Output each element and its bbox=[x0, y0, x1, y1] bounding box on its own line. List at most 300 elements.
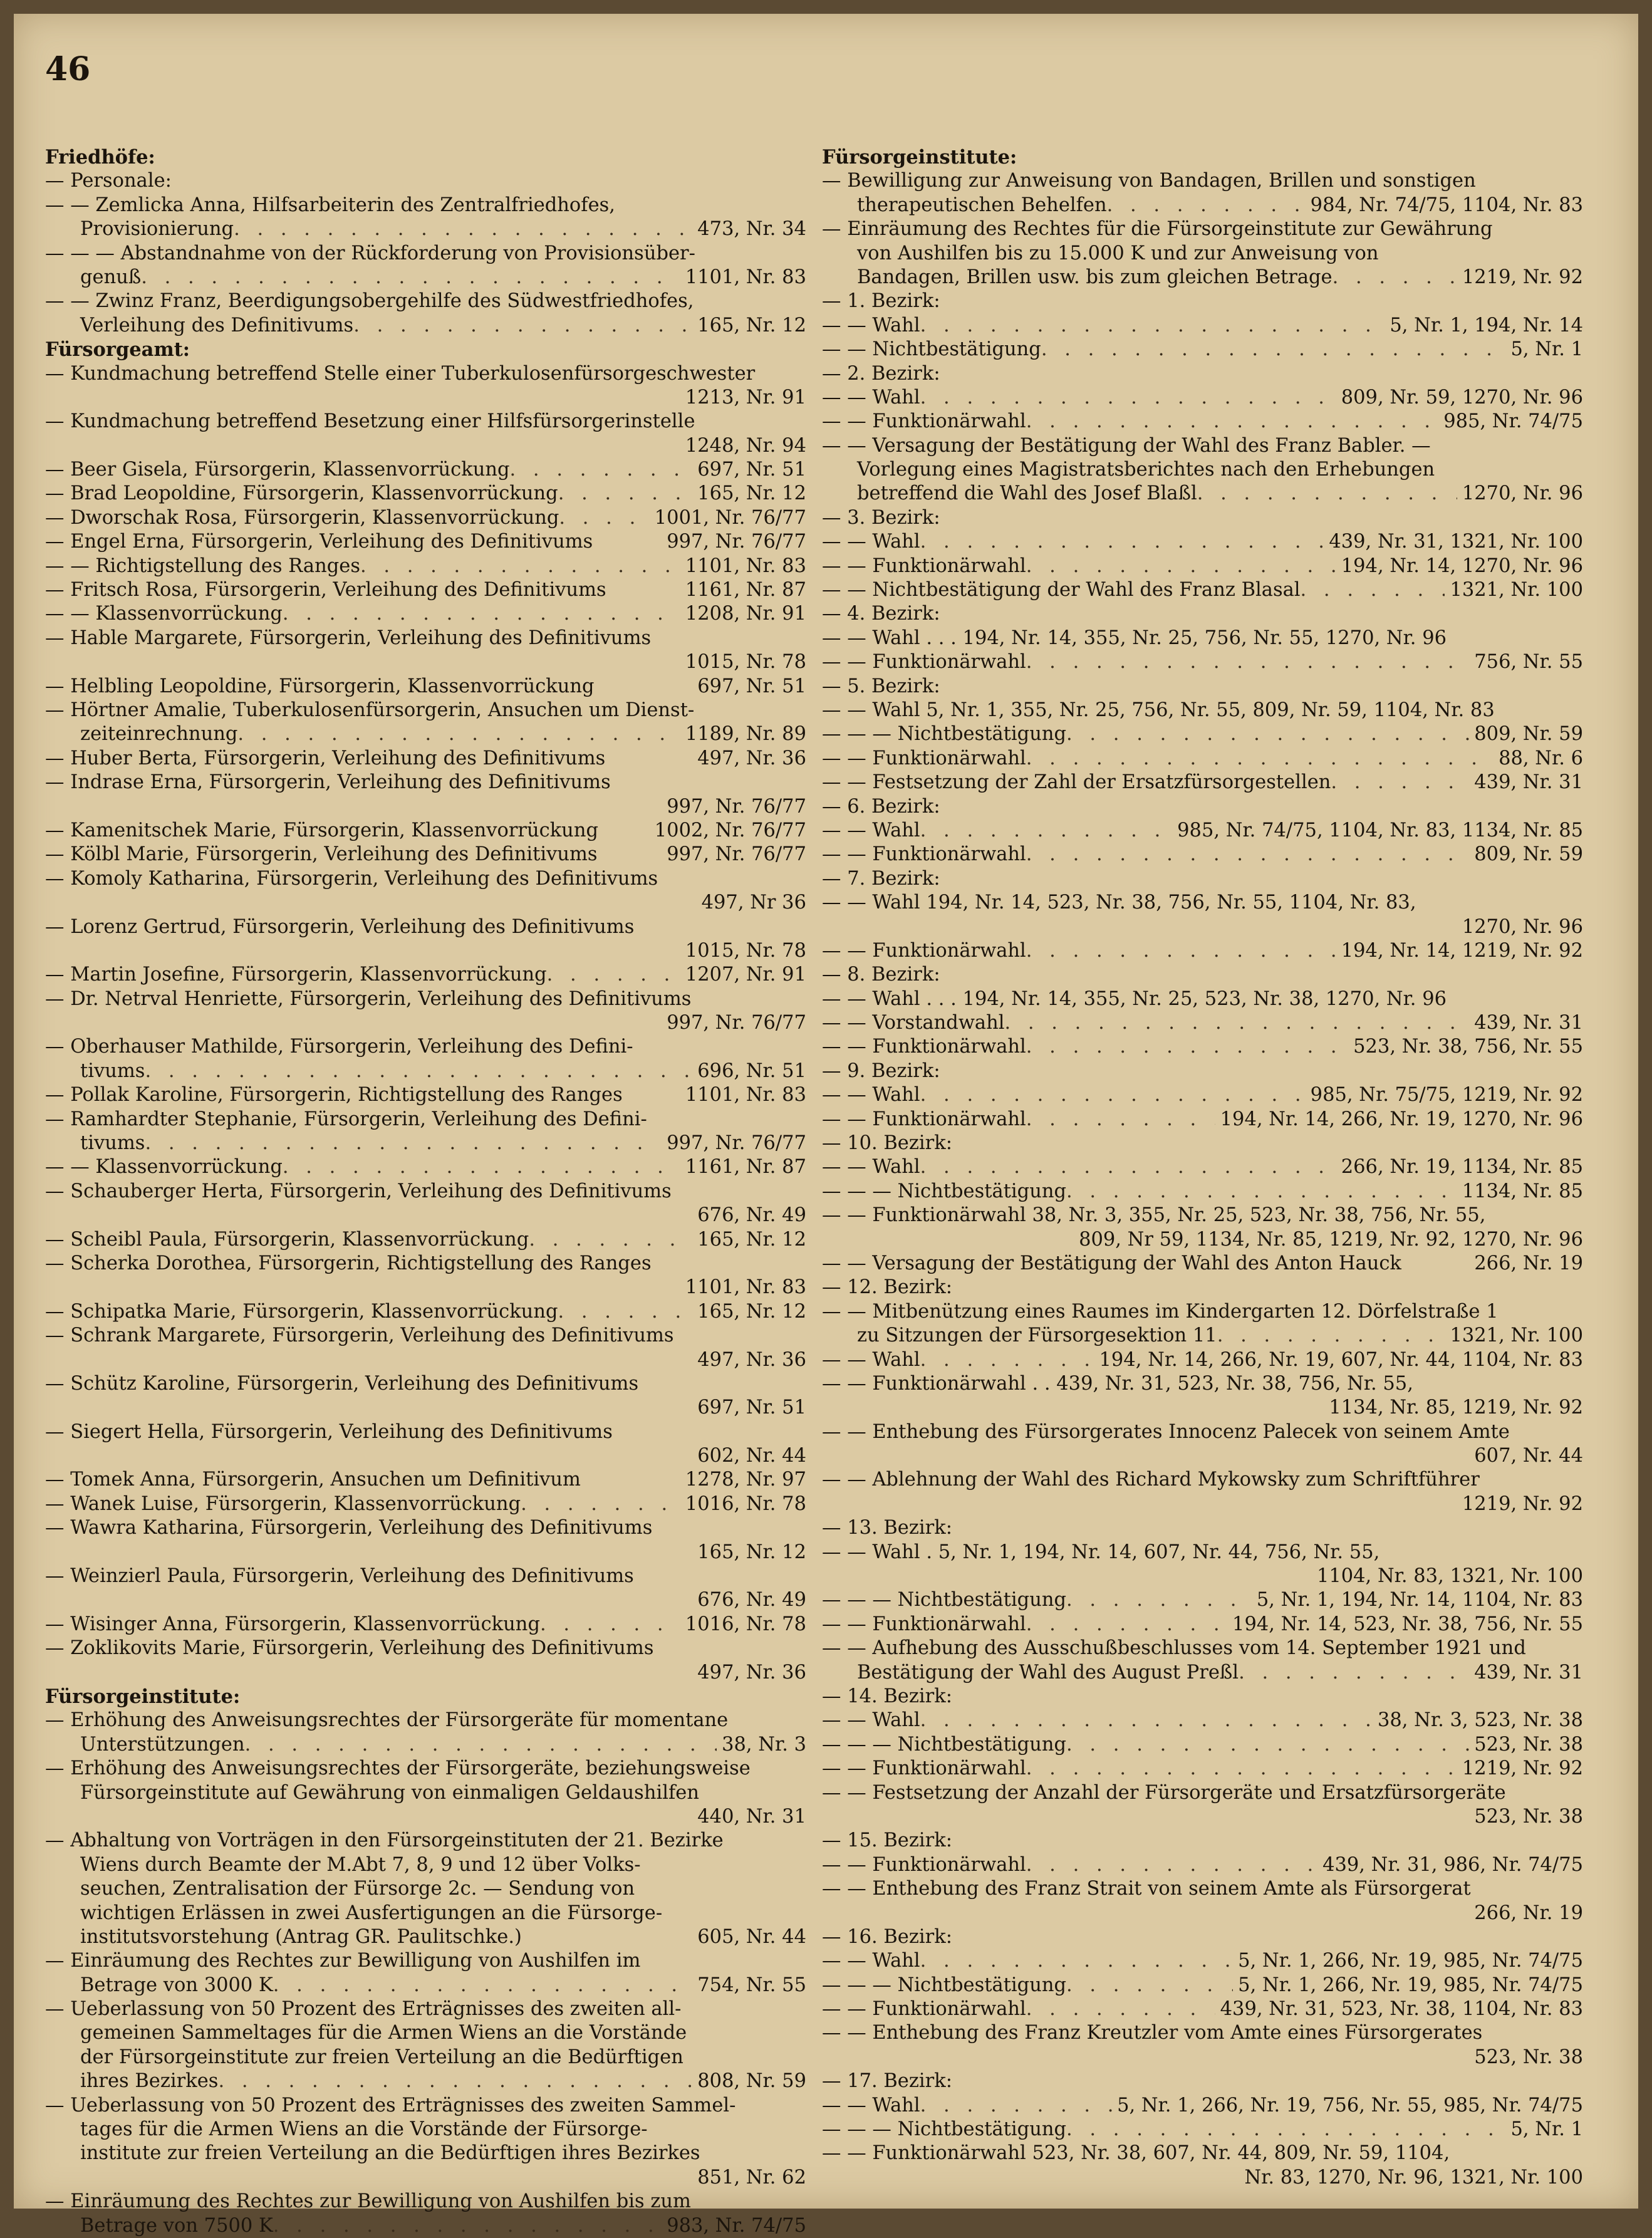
index-entry-line bbox=[45, 2190, 806, 2214]
page-reference: 1321, Nr. 100 bbox=[1450, 579, 1583, 601]
index-entry-line bbox=[822, 747, 1583, 771]
index-entry-line bbox=[45, 1781, 806, 1805]
index-entry-line bbox=[45, 289, 806, 313]
entry-text: institutsvorstehung (Antrag GR. Paulitschke.) bbox=[80, 1925, 522, 1948]
index-entry-line bbox=[45, 1228, 806, 1252]
dot-leader bbox=[1239, 1661, 1469, 1685]
index-entry-line bbox=[822, 795, 1583, 819]
entry-text: — Tomek Anna, Fürsorgerin, Ansuchen um Definitivum bbox=[45, 1469, 581, 1491]
index-entry-line bbox=[822, 458, 1583, 482]
index-entry-line bbox=[822, 1155, 1583, 1179]
dot-leader bbox=[558, 1300, 693, 1324]
entry-text: — 10. Bezirk: bbox=[822, 1132, 953, 1155]
index-entry-line bbox=[45, 819, 806, 843]
page-reference: 997, Nr. 76/77 bbox=[667, 795, 806, 818]
section-heading bbox=[45, 338, 806, 362]
page-reference: 439, Nr. 31 bbox=[1474, 1661, 1583, 1684]
dot-leader bbox=[920, 1083, 1306, 1107]
index-entry-line bbox=[45, 482, 806, 506]
entry-text: tivums bbox=[80, 1059, 145, 1082]
entry-text: — Engel Erna, Fürsorgerin, Verleihung des Definitivums bbox=[45, 531, 593, 553]
index-entry-line bbox=[822, 650, 1583, 674]
index-entry-line bbox=[822, 410, 1583, 434]
index-entry-line bbox=[45, 362, 806, 386]
index-entry-line bbox=[45, 2214, 806, 2238]
entry-text: — Dr. Netrval Henriette, Fürsorgerin, Verleihung des Definitivums bbox=[45, 987, 692, 1010]
entry-text: gemeinen Sammeltages für die Armen Wiens an die Vorstände bbox=[80, 2022, 687, 2044]
index-entry-line bbox=[45, 1902, 806, 1925]
index-entry-line bbox=[822, 314, 1583, 338]
entry-text: — — Wahl bbox=[822, 1156, 920, 1179]
entry-text: — — Mitbenützung eines Raumes im Kindergarten 12. Dörfelstraße 1 bbox=[822, 1300, 1499, 1323]
dot-leader bbox=[920, 314, 1385, 338]
page-reference: 440, Nr. 31 bbox=[697, 1805, 806, 1828]
page-reference: 165, Nr. 12 bbox=[697, 482, 806, 505]
entry-text: — — Wahl bbox=[822, 531, 920, 553]
dot-leader bbox=[360, 554, 680, 578]
dot-leader bbox=[283, 1155, 680, 1179]
index-entry-line bbox=[822, 1661, 1583, 1685]
index-entry-line bbox=[45, 1805, 806, 1829]
page-reference: 1161, Nr. 87 bbox=[685, 579, 806, 601]
entry-text: — — Funktionärwahl bbox=[822, 1108, 1026, 1130]
index-entry-line bbox=[822, 1444, 1583, 1468]
index-entry-line bbox=[822, 963, 1583, 987]
entry-text: — — Richtigstellung des Ranges bbox=[45, 554, 360, 577]
index-entry-line bbox=[45, 1709, 806, 1732]
entry-text: Bestätigung der Wahl des August Preßl bbox=[857, 1661, 1239, 1684]
entry-text: — — Wahl bbox=[822, 1084, 920, 1106]
page-reference: 851, Nr. 62 bbox=[697, 2166, 806, 2189]
entry-text: — — Funktionärwahl bbox=[822, 554, 1026, 577]
dot-leader bbox=[273, 1974, 692, 1997]
entry-text: — Erhöhung des Anweisungsrechtes der Fürsorgeräte, beziehungsweise bbox=[45, 1757, 751, 1780]
index-entry-line bbox=[822, 1372, 1583, 1396]
entry-text: — — — Nichtbestätigung bbox=[822, 723, 1067, 746]
dot-leader bbox=[234, 217, 692, 241]
entry-text: — — Funktionärwahl bbox=[822, 1757, 1026, 1780]
entry-text: — — Funktionärwahl 38, Nr. 3, 355, Nr. 25, 523, Nr. 38, 756, Nr. 55, bbox=[822, 1204, 1486, 1227]
entry-text: — — Wahl . . . 194, Nr. 14, 355, Nr. 25, 756, Nr. 55, 1270, Nr. 96 bbox=[822, 627, 1447, 649]
entry-text: Wiens durch Beamte der M.Abt 7, 8, 9 und 12 über Volks- bbox=[80, 1853, 641, 1876]
page-reference: 605, Nr. 44 bbox=[697, 1925, 806, 1948]
entry-text: — — Funktionärwahl bbox=[822, 747, 1026, 769]
page-reference: 1219, Nr. 92 bbox=[1462, 1757, 1583, 1780]
entry-text: Betrage von 7500 K bbox=[80, 2214, 273, 2237]
index-entry-line bbox=[45, 675, 806, 699]
dot-leader bbox=[920, 2094, 1112, 2118]
entry-text: — Oberhauser Mathilde, Fürsorgerin, Verleihung des Defini- bbox=[45, 1036, 633, 1058]
index-entry-line bbox=[822, 169, 1583, 193]
entry-text: therapeutischen Behelfen bbox=[857, 194, 1107, 216]
page-reference: 523, Nr. 38, 756, Nr. 55 bbox=[1353, 1036, 1583, 1058]
entry-text: — — — Nichtbestätigung bbox=[822, 1733, 1067, 1756]
entry-text: — — Funktionärwahl bbox=[822, 843, 1026, 866]
dot-leader bbox=[1041, 338, 1506, 362]
index-entry-line bbox=[822, 939, 1583, 963]
page-reference: 607, Nr. 44 bbox=[1474, 1445, 1583, 1467]
index-entry-line bbox=[45, 169, 806, 193]
page-reference: 997, Nr. 76/77 bbox=[667, 531, 806, 553]
index-entry-line bbox=[45, 1733, 806, 1757]
entry-text: — — — Abstandnahme von der Rückforderung von Provisionsüber- bbox=[45, 242, 695, 264]
index-entry-line bbox=[822, 1541, 1583, 1564]
page-reference: 809, Nr. 59 bbox=[1474, 843, 1583, 866]
index-entry-line bbox=[45, 1564, 806, 1588]
index-entry-line bbox=[45, 1372, 806, 1396]
dot-leader bbox=[1066, 1588, 1252, 1612]
page-reference: 1104, Nr. 83, 1321, Nr. 100 bbox=[1316, 1565, 1583, 1588]
index-entry-line bbox=[45, 1974, 806, 1997]
index-entry-line bbox=[822, 2021, 1583, 2045]
index-entry-line bbox=[45, 1348, 806, 1372]
index-entry-line bbox=[822, 1516, 1583, 1540]
index-entry-line bbox=[45, 1516, 806, 1540]
index-entry-line bbox=[45, 1011, 806, 1035]
entry-text: — 15. Bezirk: bbox=[822, 1829, 953, 1852]
page-number: 46 bbox=[45, 50, 91, 88]
entry-text: Verleihung des Definitivums bbox=[80, 314, 354, 336]
dot-leader bbox=[237, 722, 680, 746]
entry-text: — 1. Bezirk: bbox=[822, 290, 940, 313]
dot-leader bbox=[920, 819, 1172, 843]
dot-leader bbox=[1333, 266, 1457, 289]
page-reference: 1278, Nr. 97 bbox=[685, 1469, 806, 1491]
dot-leader bbox=[521, 1492, 680, 1516]
entry-text: — Ueberlassung von 50 Prozent des Erträgnisses des zweiten Sammel- bbox=[45, 2094, 736, 2116]
page-reference: 439, Nr. 31, 1321, Nr. 100 bbox=[1329, 531, 1583, 553]
dot-leader bbox=[145, 1132, 662, 1155]
index-entry-line bbox=[45, 2069, 806, 2093]
index-entry-line bbox=[822, 602, 1583, 626]
index-entry-line bbox=[45, 1180, 806, 1204]
page-reference: 985, Nr. 75/75, 1219, Nr. 92 bbox=[1310, 1084, 1583, 1106]
entry-text: — 2. Bezirk: bbox=[822, 362, 940, 385]
index-entry-line bbox=[822, 1997, 1583, 2021]
entry-text: — Siegert Hella, Fürsorgerin, Verleihung des Definitivums bbox=[45, 1420, 613, 1443]
entry-text: — 13. Bezirk: bbox=[822, 1517, 953, 1539]
index-entry-line bbox=[822, 1685, 1583, 1709]
index-entry-line bbox=[822, 1588, 1583, 1612]
page-reference: 439, Nr. 31, 986, Nr. 74/75 bbox=[1322, 1853, 1583, 1876]
index-entry-line bbox=[45, 458, 806, 482]
index-entry-line bbox=[45, 1637, 806, 1660]
index-entry-line bbox=[45, 1252, 806, 1276]
entry-text: — 3. Bezirk: bbox=[822, 506, 940, 529]
index-entry-line bbox=[45, 1468, 806, 1492]
dot-leader bbox=[1066, 1180, 1457, 1204]
entry-text: tages für die Armen Wiens an die Vorstände der Fürsorge- bbox=[80, 2118, 648, 2141]
entry-text: genuß bbox=[80, 266, 142, 288]
index-entry-line bbox=[45, 2046, 806, 2069]
index-entry-line bbox=[822, 2046, 1583, 2069]
dot-leader bbox=[218, 2069, 692, 2093]
page-reference: 676, Nr. 49 bbox=[697, 1589, 806, 1611]
entry-text: — Helbling Leopoldine, Fürsorgerin, Klassenvorrückung bbox=[45, 675, 595, 697]
entry-text: — Huber Berta, Fürsorgerin, Verleihung des Definitivums bbox=[45, 747, 606, 769]
index-entry-line bbox=[45, 1132, 806, 1155]
page-reference: 266, Nr. 19 bbox=[1474, 1252, 1583, 1274]
index-entry-line bbox=[45, 1757, 806, 1781]
entry-text: — — Nichtbestätigung bbox=[822, 338, 1041, 361]
index-entry-line bbox=[822, 554, 1583, 578]
index-entry-line bbox=[45, 1949, 806, 1973]
entry-text: — Ueberlassung von 50 Prozent des Erträgnisses des zweiten all- bbox=[45, 1998, 682, 2021]
entry-text: — — Funktionärwahl bbox=[822, 1998, 1026, 2021]
index-entry-line bbox=[45, 1204, 806, 1227]
page-reference: 1015, Nr. 78 bbox=[685, 939, 806, 962]
page-reference: 439, Nr. 31 bbox=[1474, 771, 1583, 794]
page-reference: 194, Nr. 14, 266, Nr. 19, 1270, Nr. 96 bbox=[1220, 1108, 1583, 1130]
page-reference: 997, Nr. 76/77 bbox=[667, 1132, 806, 1155]
page-reference: 1134, Nr. 85, 1219, Nr. 92 bbox=[1329, 1397, 1583, 1419]
entry-text: — Hable Margarete, Fürsorgerin, Verleihung des Definitivums bbox=[45, 627, 652, 649]
dot-leader bbox=[1066, 722, 1469, 746]
index-entry-line bbox=[822, 1011, 1583, 1035]
dot-leader bbox=[920, 530, 1324, 554]
dot-leader bbox=[558, 482, 693, 506]
entry-text: — — Zwinz Franz, Beerdigungsobergehilfe des Südwestfriedhofes, bbox=[45, 290, 694, 313]
page-reference: 1101, Nr. 83 bbox=[685, 554, 806, 577]
section-heading bbox=[822, 145, 1583, 169]
dot-leader bbox=[920, 1155, 1336, 1179]
index-entry-line bbox=[822, 2142, 1583, 2165]
index-entry-line bbox=[822, 1781, 1583, 1805]
dot-leader bbox=[1026, 1613, 1227, 1637]
page-reference: 266, Nr. 19, 1134, Nr. 85 bbox=[1341, 1156, 1583, 1179]
entry-text: — — Funktionärwahl bbox=[822, 939, 1026, 962]
dot-leader bbox=[145, 1059, 692, 1083]
index-entry-line bbox=[822, 1348, 1583, 1372]
entry-text: — 6. Bezirk: bbox=[822, 795, 940, 818]
entry-text: — — Funktionärwahl bbox=[822, 1853, 1026, 1876]
entry-text: — — Wahl . 5, Nr. 1, 194, Nr. 14, 607, Nr. 44, 756, Nr. 55, bbox=[822, 1541, 1380, 1563]
index-entry-line bbox=[822, 1108, 1583, 1132]
index-entry-line bbox=[822, 506, 1583, 530]
entry-text: — Pollak Karoline, Fürsorgerin, Richtigstellung des Ranges bbox=[45, 1084, 623, 1106]
entry-text: — — Nichtbestätigung der Wahl des Franz Blasal bbox=[822, 579, 1301, 601]
page-reference: 997, Nr. 76/77 bbox=[667, 843, 806, 866]
page-reference: 165, Nr. 12 bbox=[697, 1228, 806, 1251]
page-reference: 5, Nr. 1 bbox=[1510, 2118, 1583, 2141]
page-reference: 1016, Nr. 78 bbox=[685, 1492, 806, 1515]
index-entry-line bbox=[822, 1180, 1583, 1204]
page-reference: 602, Nr. 44 bbox=[697, 1445, 806, 1467]
index-entry-line bbox=[822, 1733, 1583, 1757]
entry-text: — Schauberger Herta, Fürsorgerin, Verleihung des Definitivums bbox=[45, 1180, 672, 1202]
entry-text: — Brad Leopoldine, Fürsorgerin, Klassenvorrückung bbox=[45, 482, 558, 505]
entry-text: zeiteinrechnung bbox=[80, 723, 238, 746]
entry-text: — Schütz Karoline, Fürsorgerin, Verleihung des Definitivums bbox=[45, 1372, 639, 1395]
index-entry-line bbox=[822, 1228, 1583, 1252]
entry-text: — Scherka Dorothea, Fürsorgerin, Richtigstellung des Ranges bbox=[45, 1252, 652, 1274]
entry-text: — Hörtner Amalie, Tuberkulosenfürsorgerin, Ansuchen um Dienst- bbox=[45, 699, 695, 721]
entry-text: Fürsorgeinstitute: bbox=[45, 1685, 241, 1708]
entry-text: — — Wahl bbox=[822, 2094, 920, 2116]
index-entry-line bbox=[45, 1661, 806, 1685]
entry-text: — — Funktionärwahl . . 439, Nr. 31, 523, Nr. 38, 756, Nr. 55, bbox=[822, 1372, 1413, 1395]
dot-leader bbox=[920, 1348, 1094, 1372]
page-reference: 1219, Nr. 92 bbox=[1462, 1492, 1583, 1515]
index-entry-line bbox=[822, 1276, 1583, 1299]
dot-leader bbox=[1217, 1324, 1445, 1348]
index-entry-line bbox=[45, 1613, 806, 1637]
index-entry-line bbox=[822, 2094, 1583, 2118]
entry-text: — Martin Josefine, Fürsorgerin, Klassenvorrückung bbox=[45, 964, 547, 986]
dot-leader bbox=[1331, 771, 1469, 794]
entry-text: institute zur freien Verteilung an die Bedürftigen ihres Bezirkes bbox=[80, 2142, 700, 2165]
dot-leader bbox=[1026, 1757, 1457, 1781]
page-reference: 5, Nr. 1, 266, Nr. 19, 985, Nr. 74/75 bbox=[1238, 1974, 1583, 1996]
index-entry-line bbox=[822, 987, 1583, 1011]
page-reference: 266, Nr. 19 bbox=[1474, 1902, 1583, 1924]
index-entry-line bbox=[822, 1252, 1583, 1276]
index-entry-line bbox=[45, 1300, 806, 1324]
index-entry-line bbox=[822, 1949, 1583, 1973]
index-entry-line bbox=[45, 915, 806, 939]
page-reference: 523, Nr. 38 bbox=[1474, 2046, 1583, 2068]
index-entry-line bbox=[45, 506, 806, 530]
index-entry-line bbox=[45, 1155, 806, 1179]
page-reference: 497, Nr. 36 bbox=[697, 1348, 806, 1371]
index-entry-line bbox=[822, 722, 1583, 746]
entry-text: — — Klassenvorrückung bbox=[45, 603, 283, 625]
dot-leader bbox=[141, 266, 680, 289]
page-reference: 696, Nr. 51 bbox=[697, 1059, 806, 1082]
index-entry-line bbox=[45, 1444, 806, 1468]
index-entry-line bbox=[822, 819, 1583, 843]
index-entry-line bbox=[45, 530, 806, 554]
entry-text: — Kundmachung betreffend Stelle einer Tuberkulosenfürsorgeschwester bbox=[45, 362, 756, 385]
index-entry-line bbox=[45, 314, 806, 338]
page-reference: 439, Nr. 31 bbox=[1474, 1012, 1583, 1034]
entry-text: — — Funktionärwahl bbox=[822, 651, 1026, 674]
index-entry-line bbox=[45, 1276, 806, 1299]
index-entry-line bbox=[45, 939, 806, 963]
page-reference: 165, Nr. 12 bbox=[697, 1300, 806, 1323]
index-entry-line bbox=[45, 699, 806, 722]
entry-text: — — Funktionärwahl bbox=[822, 1036, 1026, 1058]
entry-text: — Bewilligung zur Anweisung von Bandagen, Brillen und sonstigen bbox=[822, 170, 1476, 192]
entry-text: — Schipatka Marie, Fürsorgerin, Klassenvorrückung bbox=[45, 1300, 558, 1323]
index-entry-line bbox=[822, 1204, 1583, 1227]
page-reference: 1208, Nr. 91 bbox=[685, 603, 806, 625]
index-entry-line bbox=[822, 1059, 1583, 1083]
dot-leader bbox=[920, 1949, 1234, 1973]
page-reference: 1101, Nr. 83 bbox=[685, 1276, 806, 1299]
index-entry-line bbox=[45, 987, 806, 1011]
entry-text: — — Festsetzung der Anzahl der Fürsorgeräte und Ersatzfürsorgeräte bbox=[822, 1781, 1506, 1804]
page-reference: 754, Nr. 55 bbox=[697, 1974, 806, 1996]
index-entry-line bbox=[822, 867, 1583, 891]
entry-text: — — Wahl bbox=[822, 314, 920, 336]
page-reference: 1207, Nr. 91 bbox=[685, 964, 806, 986]
page-reference: 497, Nr 36 bbox=[701, 892, 806, 914]
dot-leader bbox=[1005, 1011, 1470, 1035]
entry-text: — — Wahl bbox=[822, 1348, 920, 1371]
page-reference: 809, Nr. 59, 1270, Nr. 96 bbox=[1341, 386, 1583, 409]
index-entry-line bbox=[822, 1805, 1583, 1829]
entry-text: zu Sitzungen der Fürsorgesektion 11 bbox=[857, 1325, 1217, 1347]
index-entry-line bbox=[45, 1324, 806, 1348]
entry-text: Provisionierung bbox=[80, 218, 234, 241]
entry-text: Vorlegung eines Magistratsberichtes nach den Erhebungen bbox=[857, 459, 1435, 481]
page-reference: 809, Nr. 59 bbox=[1474, 723, 1583, 746]
entry-text: — — Wahl bbox=[822, 1950, 920, 1972]
dot-leader bbox=[540, 1613, 680, 1637]
page-reference: 697, Nr. 51 bbox=[697, 459, 806, 481]
index-entry-line bbox=[822, 1902, 1583, 1925]
page-reference: 88, Nr. 6 bbox=[1499, 747, 1583, 769]
index-entry-line bbox=[45, 2021, 806, 2045]
dot-leader bbox=[1026, 939, 1336, 963]
index-entry-line bbox=[45, 386, 806, 410]
index-entry-line bbox=[45, 1059, 806, 1083]
entry-text: — Einräumung des Rechtes für die Fürsorgeinstitute zur Gewährung bbox=[822, 218, 1493, 241]
page-reference: 756, Nr. 55 bbox=[1474, 651, 1583, 674]
page-reference: 1270, Nr. 96 bbox=[1462, 915, 1583, 938]
entry-text: — — Ablehnung der Wahl des Richard Mykowsky zum Schriftführer bbox=[822, 1469, 1480, 1491]
dot-leader bbox=[1026, 1035, 1348, 1059]
entry-text: Friedhöfe: bbox=[45, 146, 155, 169]
entry-text: Bandagen, Brillen usw. bis zum gleichen Betrage bbox=[857, 266, 1333, 288]
index-entry-line bbox=[822, 2166, 1583, 2190]
entry-text: — — Vorstandwahl bbox=[822, 1012, 1005, 1034]
page-reference: 1016, Nr. 78 bbox=[685, 1613, 806, 1635]
index-entry-line bbox=[45, 843, 806, 867]
index-entry-line bbox=[45, 1853, 806, 1877]
index-entry-line bbox=[822, 915, 1583, 939]
entry-text: — 9. Bezirk: bbox=[822, 1059, 940, 1082]
index-entry-line bbox=[822, 1613, 1583, 1637]
index-entry-line bbox=[822, 2069, 1583, 2093]
entry-text: Fürsorgeinstitute auf Gewährung von einmaligen Geldaushilfen bbox=[80, 1781, 699, 1804]
index-entry-line bbox=[45, 194, 806, 217]
page-reference: 697, Nr. 51 bbox=[697, 1397, 806, 1419]
entry-text: — — Wahl 5, Nr. 1, 355, Nr. 25, 756, Nr. 55, 809, Nr. 59, 1104, Nr. 83 bbox=[822, 699, 1495, 721]
entry-text: — 5. Bezirk: bbox=[822, 675, 940, 697]
entry-text: wichtigen Erlässen in zwei Ausfertigungen an die Fürsorge- bbox=[80, 1902, 663, 1924]
page-reference: 985, Nr. 74/75, 1104, Nr. 83, 1134, Nr. 85 bbox=[1177, 819, 1583, 841]
dot-leader bbox=[1026, 1108, 1215, 1132]
index-entry-line bbox=[45, 1396, 806, 1420]
index-entry-line bbox=[822, 1492, 1583, 1516]
dot-leader bbox=[283, 602, 680, 626]
index-entry-line bbox=[822, 1035, 1583, 1059]
entry-text: — — — Nichtbestätigung bbox=[822, 1589, 1067, 1611]
page-reference: 809, Nr 59, 1134, Nr. 85, 1219, Nr. 92, 1270, Nr. 96 bbox=[1079, 1228, 1583, 1251]
index-entry-line bbox=[45, 963, 806, 987]
entry-text: tivums bbox=[80, 1132, 145, 1155]
page-reference: 523, Nr. 38 bbox=[1474, 1805, 1583, 1828]
entry-text: — Komoly Katharina, Fürsorgerin, Verleihung des Definitivums bbox=[45, 867, 658, 890]
entry-text: — Kölbl Marie, Fürsorgerin, Verleihung des Definitivums bbox=[45, 843, 598, 866]
entry-text: Fürsorgeinstitute: bbox=[822, 146, 1017, 169]
index-entry-line bbox=[822, 1829, 1583, 1853]
entry-text: — — — Nichtbestätigung bbox=[822, 1180, 1067, 1202]
index-entry-line bbox=[45, 242, 806, 266]
page-reference: 697, Nr. 51 bbox=[697, 675, 806, 697]
page-reference: 1321, Nr. 100 bbox=[1450, 1325, 1583, 1347]
index-entry-line bbox=[45, 1108, 806, 1132]
index-entry-line bbox=[45, 1420, 806, 1444]
entry-text: — 16. Bezirk: bbox=[822, 1925, 953, 1948]
entry-text: betreffend die Wahl des Josef Blaßl bbox=[857, 482, 1197, 505]
entry-text: — — Enthebung des Franz Kreutzler vom Amte eines Fürsorgerates bbox=[822, 2022, 1483, 2044]
page-reference: 984, Nr. 74/75, 1104, Nr. 83 bbox=[1310, 194, 1583, 216]
index-entry-line bbox=[45, 1492, 806, 1516]
index-entry-line bbox=[822, 1420, 1583, 1444]
